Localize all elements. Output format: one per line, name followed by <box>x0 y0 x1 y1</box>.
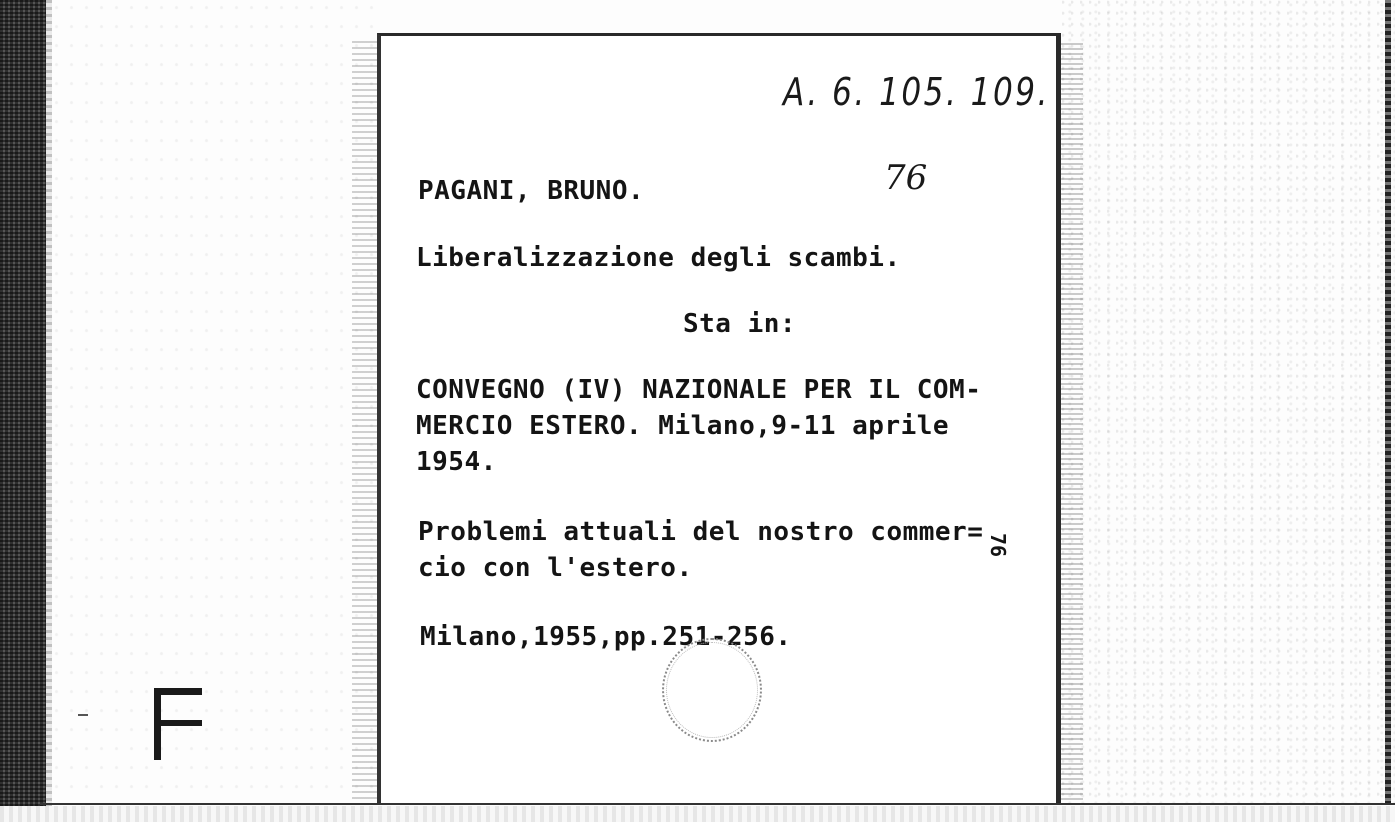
scan-bottom-line <box>40 803 1395 805</box>
scan-left-edge <box>0 0 46 822</box>
margin-dash <box>78 714 88 716</box>
handwritten-shelfmark: A. 6. 105. 109. <box>783 70 1050 114</box>
imprint-line: Milano,1955,pp.251-256. <box>420 622 792 652</box>
background-noise-left <box>52 0 377 805</box>
title-line: Liberalizzazione degli scambi. <box>416 243 901 273</box>
side-number-mark: 76 <box>986 533 1010 558</box>
section-title-line-1: Problemi attuali del nostro commer= <box>418 517 984 547</box>
source-line-3: 1954. <box>416 447 497 477</box>
card-right-shadow <box>1061 40 1083 805</box>
circular-stamp-inner <box>666 642 758 738</box>
scan-right-edge <box>1385 0 1391 805</box>
scan-bottom-strip <box>0 806 1395 822</box>
contained-in-label: Sta in: <box>683 309 797 339</box>
handwritten-annotation: 76 <box>884 158 928 198</box>
source-line-1: CONVEGNO (IV) NAZIONALE PER IL COM- <box>416 375 982 405</box>
background-noise-right <box>1062 0 1395 805</box>
card-left-shadow <box>352 40 377 805</box>
section-title-line-2: cio con l'estero. <box>418 553 693 583</box>
margin-letter-f-mark <box>150 686 206 762</box>
author-line: PAGANI, BRUNO. <box>418 176 645 206</box>
source-line-2: MERCIO ESTERO. Milano,9-11 aprile <box>416 411 950 441</box>
